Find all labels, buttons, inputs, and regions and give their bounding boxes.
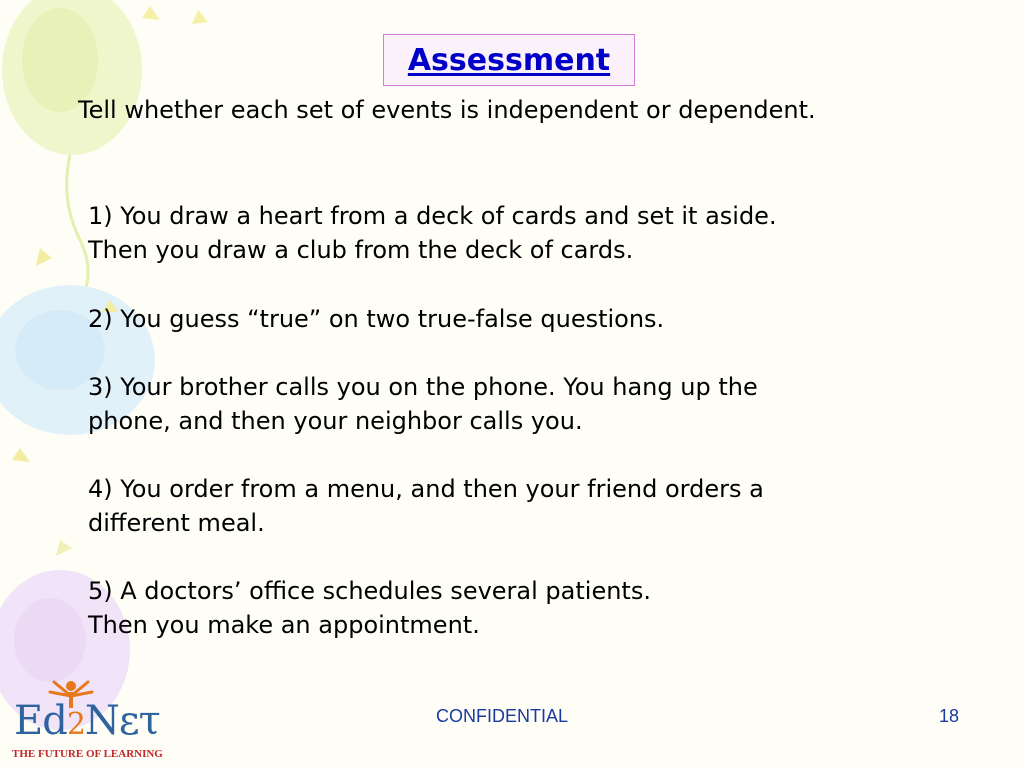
confetti-triangle bbox=[12, 448, 30, 462]
instruction-text: Tell whether each set of events is independent or dependent. bbox=[78, 96, 816, 124]
slide-title: Assessment bbox=[407, 42, 611, 78]
confidential-label: CONFIDENTIAL bbox=[436, 706, 569, 726]
ed2net-logo bbox=[6, 678, 176, 764]
balloon-lavender-inner bbox=[14, 598, 86, 682]
question-3 bbox=[88, 370, 928, 438]
title-box bbox=[383, 34, 635, 86]
question-3-line-2: phone, and then your neighbor calls you. bbox=[88, 407, 583, 435]
question-2 bbox=[88, 302, 928, 336]
question-4-line-2: different meal. bbox=[88, 509, 265, 537]
question-5-line-1: 5) A doctors’ office schedules several patients. bbox=[88, 577, 651, 605]
question-2-line-1: 2) You guess “true” on two true-false questions. bbox=[88, 305, 665, 333]
logo-text-2: 2 bbox=[66, 707, 85, 742]
confetti-triangle bbox=[142, 6, 160, 20]
logo-tagline: THE FUTURE OF LEARNING bbox=[12, 748, 163, 760]
question-1 bbox=[88, 199, 928, 267]
confetti-triangle bbox=[56, 540, 72, 556]
question-1-line-1: 1) You draw a heart from a deck of cards and set it aside. bbox=[88, 202, 777, 230]
confetti-triangle bbox=[36, 248, 52, 266]
question-5-line-2: Then you make an appointment. bbox=[88, 611, 480, 639]
logo-text-net: Nετ bbox=[84, 698, 160, 744]
confetti-triangle bbox=[192, 10, 208, 24]
question-1-line-2: Then you draw a club from the deck of cards. bbox=[88, 236, 634, 264]
page-number: 18 bbox=[939, 706, 960, 726]
question-3-line-1: 3) Your brother calls you on the phone. You hang up the bbox=[88, 373, 758, 401]
question-4-line-1: 4) You order from a menu, and then your friend orders a bbox=[88, 475, 764, 503]
question-5 bbox=[88, 574, 928, 642]
question-4 bbox=[88, 472, 928, 540]
logo-wordmark bbox=[14, 698, 160, 744]
logo-text-ed: Ed bbox=[14, 698, 67, 744]
